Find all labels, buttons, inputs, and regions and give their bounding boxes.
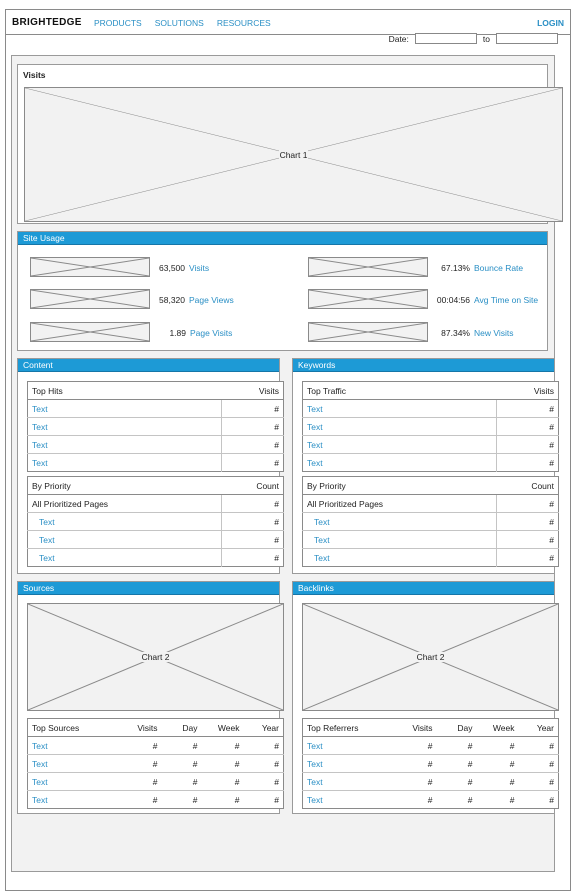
table-row xyxy=(303,755,559,773)
table-cell: # xyxy=(222,436,284,454)
brightedge-logo[interactable]: BRIGHTEDGE xyxy=(12,17,82,28)
table-cell: # xyxy=(222,418,284,436)
table-row-link[interactable]: Text xyxy=(303,737,397,755)
table-row xyxy=(303,418,559,436)
table-row xyxy=(28,549,284,567)
table-cell: # xyxy=(497,400,559,418)
table-cell: # xyxy=(244,773,284,791)
table-cell: # xyxy=(437,773,477,791)
usage-metric-link[interactable]: Page Visits xyxy=(190,328,233,338)
sources-chart-placeholder-label: Chart 2 xyxy=(141,652,170,662)
site-usage-header: Site Usage xyxy=(18,232,547,245)
usage-thumbnail-0 xyxy=(30,257,150,277)
table-header: Count xyxy=(497,477,559,495)
table-row-link[interactable]: Text xyxy=(303,549,497,567)
table-row-link[interactable]: Text xyxy=(28,454,222,472)
table-header: Visits xyxy=(122,719,162,737)
table-cell: # xyxy=(244,755,284,773)
sources-chart-placeholder xyxy=(27,603,284,711)
table-cell: # xyxy=(122,791,162,809)
table-cell: # xyxy=(222,531,284,549)
table-row xyxy=(303,549,559,567)
table-row xyxy=(303,737,559,755)
table-cell: All Prioritized Pages xyxy=(303,495,497,513)
table-header: Week xyxy=(477,719,519,737)
nav-resources[interactable]: RESOURCES xyxy=(216,18,271,28)
table-row-link[interactable]: Text xyxy=(28,436,222,454)
table-row-link[interactable]: Text xyxy=(303,418,497,436)
table-cell: # xyxy=(497,454,559,472)
table-row xyxy=(28,513,284,531)
content-header: Content xyxy=(18,359,279,372)
table-row-link[interactable]: Text xyxy=(28,418,222,436)
table-cell: # xyxy=(162,791,202,809)
table-cell: # xyxy=(222,400,284,418)
table-row-link[interactable]: Text xyxy=(303,791,397,809)
table-header: Day xyxy=(437,719,477,737)
backlinks-header: Backlinks xyxy=(293,582,554,595)
table-cell: # xyxy=(397,773,437,791)
table-row-link[interactable]: Text xyxy=(28,531,222,549)
table-row xyxy=(28,400,284,418)
table-header: Count xyxy=(222,477,284,495)
table-row-link[interactable]: Text xyxy=(28,549,222,567)
table-row xyxy=(28,737,284,755)
date-to-label: to xyxy=(482,33,490,44)
table-row xyxy=(303,773,559,791)
table-row xyxy=(303,454,559,472)
table-header: Week xyxy=(202,719,244,737)
table-cell: # xyxy=(397,737,437,755)
usage-metric-link[interactable]: Page Views xyxy=(189,295,234,305)
table-cell: # xyxy=(222,513,284,531)
table-cell: # xyxy=(477,755,519,773)
table-row-link[interactable]: Text xyxy=(303,400,497,418)
date-label: Date: xyxy=(388,33,409,44)
table-cell: # xyxy=(397,791,437,809)
table-header: Top Hits xyxy=(28,382,222,400)
table-header: Visits xyxy=(397,719,437,737)
table-row-link[interactable]: Text xyxy=(28,791,122,809)
table-header: Top Referrers xyxy=(303,719,397,737)
keywords-header: Keywords xyxy=(293,359,554,372)
table-cell: # xyxy=(122,773,162,791)
table-row xyxy=(28,418,284,436)
table-cell: # xyxy=(122,755,162,773)
table-header: Top Sources xyxy=(28,719,122,737)
sources-header: Sources xyxy=(18,582,279,595)
usage-value: 87.34% xyxy=(441,328,470,338)
visits-section xyxy=(17,64,548,224)
table-cell: # xyxy=(477,773,519,791)
backlinks-chart-placeholder xyxy=(302,603,559,711)
table-cell: # xyxy=(222,549,284,567)
table-row xyxy=(303,531,559,549)
content-priority-table xyxy=(27,476,284,567)
table-cell: # xyxy=(437,791,477,809)
table-row xyxy=(28,454,284,472)
table-cell: All Prioritized Pages xyxy=(28,495,222,513)
table-header: Year xyxy=(519,719,559,737)
date-to-input[interactable] xyxy=(496,33,558,44)
table-row xyxy=(303,495,559,513)
table-row-link[interactable]: Text xyxy=(28,773,122,791)
main-nav xyxy=(94,18,271,28)
usage-value: 63,500 xyxy=(159,263,185,273)
table-header: Top Traffic xyxy=(303,382,497,400)
table-row xyxy=(28,755,284,773)
date-from-input[interactable] xyxy=(415,33,477,44)
nav-solutions[interactable]: SOLUTIONS xyxy=(154,18,204,28)
table-cell: # xyxy=(162,755,202,773)
table-row-link[interactable]: Text xyxy=(303,454,497,472)
usage-value: 58,320 xyxy=(159,295,185,305)
table-cell: # xyxy=(497,531,559,549)
table-row-link[interactable]: Text xyxy=(303,436,497,454)
visits-title: Visits xyxy=(23,70,46,80)
usage-value: 67.13% xyxy=(441,263,470,273)
usage-metric-link[interactable]: Avg Time on Site xyxy=(474,295,539,305)
usage-metric-link[interactable]: Visits xyxy=(189,263,210,273)
table-row xyxy=(303,791,559,809)
keywords-top-table xyxy=(302,381,559,472)
table-header: Visits xyxy=(222,382,284,400)
table-cell: # xyxy=(202,773,244,791)
keywords-priority-table xyxy=(302,476,559,567)
table-cell: # xyxy=(122,737,162,755)
table-cell: # xyxy=(222,454,284,472)
table-cell: # xyxy=(222,495,284,513)
table-cell: # xyxy=(519,773,559,791)
table-row xyxy=(28,531,284,549)
usage-value: 00:04:56 xyxy=(436,295,470,305)
table-cell: # xyxy=(497,495,559,513)
sources-table xyxy=(27,718,284,809)
table-row-link[interactable]: Text xyxy=(303,755,397,773)
table-row-link[interactable]: Text xyxy=(303,531,497,549)
date-filter xyxy=(389,33,560,44)
table-header: By Priority xyxy=(303,477,497,495)
table-cell: # xyxy=(397,755,437,773)
table-cell: # xyxy=(497,549,559,567)
table-cell: # xyxy=(202,755,244,773)
top-navigation-bar xyxy=(6,10,570,35)
table-row xyxy=(28,773,284,791)
table-cell: # xyxy=(202,791,244,809)
table-row-link[interactable]: Text xyxy=(303,773,397,791)
usage-thumbnail-3 xyxy=(308,289,428,309)
table-header: Year xyxy=(244,719,284,737)
table-cell: # xyxy=(497,418,559,436)
table-cell: # xyxy=(519,755,559,773)
table-row-link[interactable]: Text xyxy=(303,513,497,531)
table-cell: # xyxy=(244,737,284,755)
table-cell: # xyxy=(202,737,244,755)
table-cell: # xyxy=(497,436,559,454)
content-top-table xyxy=(27,381,284,472)
nav-products[interactable]: PRODUCTS xyxy=(94,18,142,28)
table-row xyxy=(303,400,559,418)
table-header: By Priority xyxy=(28,477,222,495)
backlinks-table xyxy=(302,718,559,809)
table-cell: # xyxy=(519,737,559,755)
visits-chart-placeholder xyxy=(24,87,563,222)
table-row-link[interactable]: Text xyxy=(28,737,122,755)
table-row-link[interactable]: Text xyxy=(28,755,122,773)
login-link[interactable]: LOGIN xyxy=(537,18,564,28)
usage-value: 1.89 xyxy=(169,328,186,338)
table-cell: # xyxy=(437,737,477,755)
usage-metric-link[interactable]: New Visits xyxy=(474,328,514,338)
table-row-link[interactable]: Text xyxy=(28,513,222,531)
table-cell: # xyxy=(477,737,519,755)
table-row xyxy=(28,436,284,454)
table-cell: # xyxy=(162,773,202,791)
table-row xyxy=(28,791,284,809)
table-row xyxy=(303,513,559,531)
table-cell: # xyxy=(497,513,559,531)
table-header: Day xyxy=(162,719,202,737)
visits-chart-label: Chart 1 xyxy=(279,149,308,160)
table-cell: # xyxy=(519,791,559,809)
backlinks-chart-placeholder-label: Chart 2 xyxy=(416,652,445,662)
table-header: Visits xyxy=(497,382,559,400)
table-cell: # xyxy=(477,791,519,809)
table-row-link[interactable]: Text xyxy=(28,400,222,418)
table-row xyxy=(28,495,284,513)
table-cell: # xyxy=(244,791,284,809)
usage-metric-link[interactable]: Bounce Rate xyxy=(474,263,524,273)
table-row xyxy=(303,436,559,454)
table-cell: # xyxy=(437,755,477,773)
table-cell: # xyxy=(162,737,202,755)
